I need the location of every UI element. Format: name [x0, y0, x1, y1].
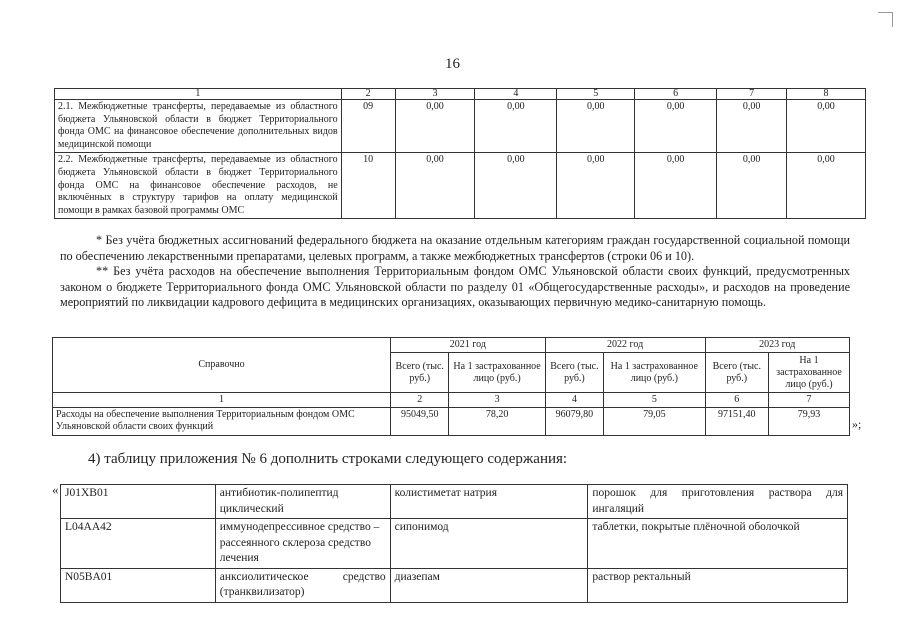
- column-number: 1: [53, 393, 391, 408]
- subheader-total: Всего (тыс. руб.): [391, 353, 449, 393]
- dosage-form: раствор ректальный: [588, 568, 848, 602]
- subheader-total: Всего (тыс. руб.): [705, 353, 769, 393]
- cell-value: 79,93: [769, 408, 850, 436]
- pharm-group: иммунодепрессивное средство – рассеянного склероза средство лечения: [215, 519, 390, 569]
- row-description: Расходы на обеспечение выполнения Территориальным фондом ОМС Ульяновской области своих функций: [53, 408, 391, 436]
- cell-value: 0,00: [395, 100, 475, 153]
- closing-quote-mark: »;: [852, 417, 862, 431]
- subheader-per-insured: На 1 застрахованное лицо (руб.): [769, 353, 850, 393]
- table-row: [53, 408, 850, 436]
- cell-value: 78,20: [449, 408, 545, 436]
- subheader-per-insured: На 1 застрахованное лицо (руб.): [449, 353, 545, 393]
- column-number: 3: [449, 393, 545, 408]
- page-number: 16: [445, 56, 460, 72]
- column-number: 5: [604, 393, 705, 408]
- dosage-form: таблетки, покрытые плёночной оболочкой: [588, 519, 848, 569]
- cell-value: 0,00: [635, 153, 717, 219]
- table-row: [61, 485, 848, 519]
- cell-value: 0,00: [395, 153, 475, 219]
- cell-value: 0,00: [787, 100, 866, 153]
- cell-value: 0,00: [557, 100, 635, 153]
- cell-value: 0,00: [717, 100, 787, 153]
- cell-value: 0,00: [635, 100, 717, 153]
- cell-value: 97151,40: [705, 408, 769, 436]
- cell-value: 79,05: [604, 408, 705, 436]
- drugs-table: [60, 484, 848, 603]
- column-number: 7: [717, 89, 787, 100]
- pharm-group: антибиотик-полипептид циклический: [215, 485, 390, 519]
- row-code: 09: [341, 100, 395, 153]
- column-number: 6: [705, 393, 769, 408]
- table-header-row: [55, 89, 866, 100]
- footnote-1: * Без учёта бюджетных ассигнований федерального бюджета на оказание отдельным категориям граждан государственной социальной помощи по обеспечению лекарственными препаратами, целевых программ, а также межбюджетных трансфертов (строки 06 и 10).: [60, 233, 850, 263]
- column-number: 2: [391, 393, 449, 408]
- column-number: 4: [545, 393, 603, 408]
- transfers-table: [54, 88, 866, 219]
- atc-code: J01XB01: [61, 485, 216, 519]
- column-number: 5: [557, 89, 635, 100]
- dosage-form: порошок для приготовления раствора для ингаляций: [588, 485, 848, 519]
- column-number: 1: [55, 89, 342, 100]
- cell-value: 96079,80: [545, 408, 603, 436]
- drug-name: сипонимод: [390, 519, 588, 569]
- drug-name: колистиметат натрия: [390, 485, 588, 519]
- year-header-row: [53, 338, 850, 353]
- table-row: [61, 519, 848, 569]
- row-description: 2.1. Межбюджетные трансферты, передаваемые из областного бюджета Ульяновской области в бюджет Территориального фонда ОМС на финансовое обеспечение дополнительных видов медицинской помощи: [55, 100, 342, 153]
- row-description: 2.2. Межбюджетные трансферты, передаваемые из областного бюджета Ульяновской области в бюджет Территориального фонда ОМС на финансовое обеспечение расходов, не включённых в структуру тарифов на оплату медицинской помощи в рамках базовой программы ОМС: [55, 153, 342, 219]
- cell-value: 95049,50: [391, 408, 449, 436]
- subheader-total: Всего (тыс. руб.): [545, 353, 603, 393]
- reference-label: Справочно: [53, 338, 391, 393]
- column-number: 4: [475, 89, 557, 100]
- cell-value: 0,00: [787, 153, 866, 219]
- atc-code: L04AA42: [61, 519, 216, 569]
- table-row: [55, 100, 866, 153]
- year-header: 2022 год: [545, 338, 705, 353]
- year-header: 2021 год: [391, 338, 546, 353]
- opening-quote-mark: «: [52, 482, 59, 497]
- pharm-group: анксиолитическое средство (транквилизатор): [215, 568, 390, 602]
- atc-code: N05BA01: [61, 568, 216, 602]
- reference-table: [52, 337, 850, 436]
- table-row: [55, 153, 866, 219]
- subheader-per-insured: На 1 застрахованное лицо (руб.): [604, 353, 705, 393]
- amendment-paragraph: 4) таблицу приложения № 6 дополнить строками следующего содержания:: [88, 451, 568, 467]
- column-number-row: [53, 393, 850, 408]
- row-code: 10: [341, 153, 395, 219]
- cell-value: 0,00: [717, 153, 787, 219]
- footnote-2: ** Без учёта расходов на обеспечение выполнения Территориальным фондом ОМС Ульяновской области своих функций, предусмотренных законом о бюджете Территориального фонда ОМС Ульяновской области по разделу 01 «Общегосударственные расходы», и расходов на проведение мероприятий по ликвидации кадрового дефицита в медицинских организациях, оказывающих первичную медико-санитарную помощь.: [60, 264, 850, 309]
- column-number: 3: [395, 89, 475, 100]
- column-number: 6: [635, 89, 717, 100]
- column-number: 7: [769, 393, 850, 408]
- year-header: 2023 год: [705, 338, 849, 353]
- page-corner-mark: [878, 12, 893, 27]
- column-number: 2: [341, 89, 395, 100]
- drug-name: диазепам: [390, 568, 588, 602]
- cell-value: 0,00: [557, 153, 635, 219]
- cell-value: 0,00: [475, 153, 557, 219]
- column-number: 8: [787, 89, 866, 100]
- table-row: [61, 568, 848, 602]
- cell-value: 0,00: [475, 100, 557, 153]
